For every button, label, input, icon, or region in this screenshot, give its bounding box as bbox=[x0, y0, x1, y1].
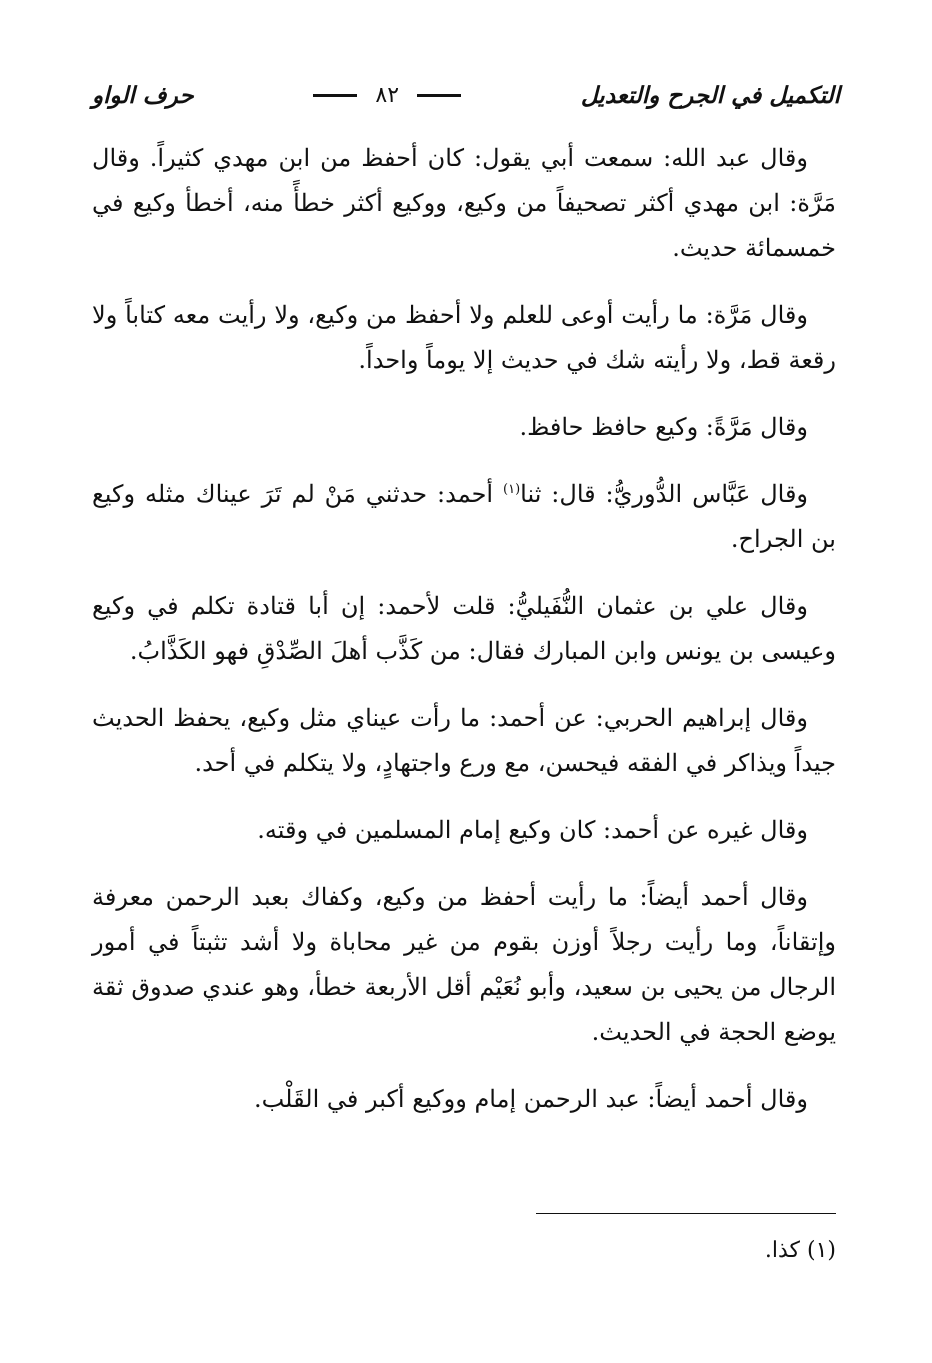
paragraph-8: وقال أحمد أيضاً: ما رأيت أحفظ من وكيع، وكفاك بعبد الرحمن معرفة وإتقاناً، وما رأيت رجلاً أوزن بقوم من غير محاباة ولا أشد تثبتاً في أمور الرجال من يحيى بن سعيد، وأبو نُعَيْم أقل الأربعة خطأ، وهو عندي صدوق ثقة يوضع الحجة في الحديث. bbox=[92, 883, 836, 1046]
paragraph-3: وقال مَرَّةً: وكيع حافظ حافظ. bbox=[519, 413, 808, 441]
running-header bbox=[92, 70, 840, 120]
footnote: (١) كذا. bbox=[764, 1238, 836, 1263]
header-dash-right bbox=[417, 94, 461, 97]
paragraph-9: وقال أحمد أيضاً: عبد الرحمن إمام ووكيع أكبر في القَلْب. bbox=[253, 1085, 808, 1113]
chapter-title: حرف الواو bbox=[92, 81, 194, 109]
footnote-reference[interactable]: (١) bbox=[503, 482, 521, 497]
paragraph-6: وقال إبراهيم الحربي: عن أحمد: ما رأت عيناي مثل وكيع، يحفظ الحديث جيداً ويذاكر في الفقه فيحسن، مع ورع واجتهادٍ، ولا يتكلم في أحد. bbox=[92, 704, 836, 777]
paragraph-5: وقال علي بن عثمان النُّفَيليُّ: قلت لأحمد: إن أبا قتادة تكلم في وكيع وعيسى بن يونس وابن المبارك فقال: من كَذَّب أهلَ الصِّدْقِ فهو الكَذَّابُ. bbox=[92, 592, 836, 665]
footnote-divider bbox=[536, 1213, 836, 1214]
page-number: ٨٢ bbox=[375, 82, 400, 108]
paragraph-4-before: وقال عَبَّاس الدُّوريُّ: قال: ثنا bbox=[520, 480, 808, 508]
paragraph-2: وقال مَرَّة: ما رأيت أوعى للعلم ولا أحفظ من وكيع، ولا رأيت معه كتاباً ولا رقعة قط، ولا رأيته شك في حديث إلا يوماً واحداً. bbox=[92, 301, 836, 374]
header-dash-left bbox=[313, 94, 357, 97]
page-number-group bbox=[305, 83, 469, 108]
paragraph-7: وقال غيره عن أحمد: كان وكيع إمام المسلمين في وقته. bbox=[257, 816, 808, 844]
paragraph-4-after: أحمد: حدثني مَنْ لم تَرَ عيناك مثله وكيع بن الجراح. bbox=[92, 480, 836, 553]
body-text bbox=[92, 136, 836, 1144]
paragraph-1: وقال عبد الله: سمعت أبي يقول: كان أحفظ من ابن مهدي كثيراً. وقال مَرَّة: ابن مهدي أكثر تصحيفاً من وكيع، ووكيع أكثر خطأً منه، أخطأ وكيع في خمسمائة حديث. bbox=[92, 144, 836, 262]
book-title: التكميل في الجرح والتعديل bbox=[580, 81, 840, 109]
paragraph-4 bbox=[92, 472, 836, 562]
